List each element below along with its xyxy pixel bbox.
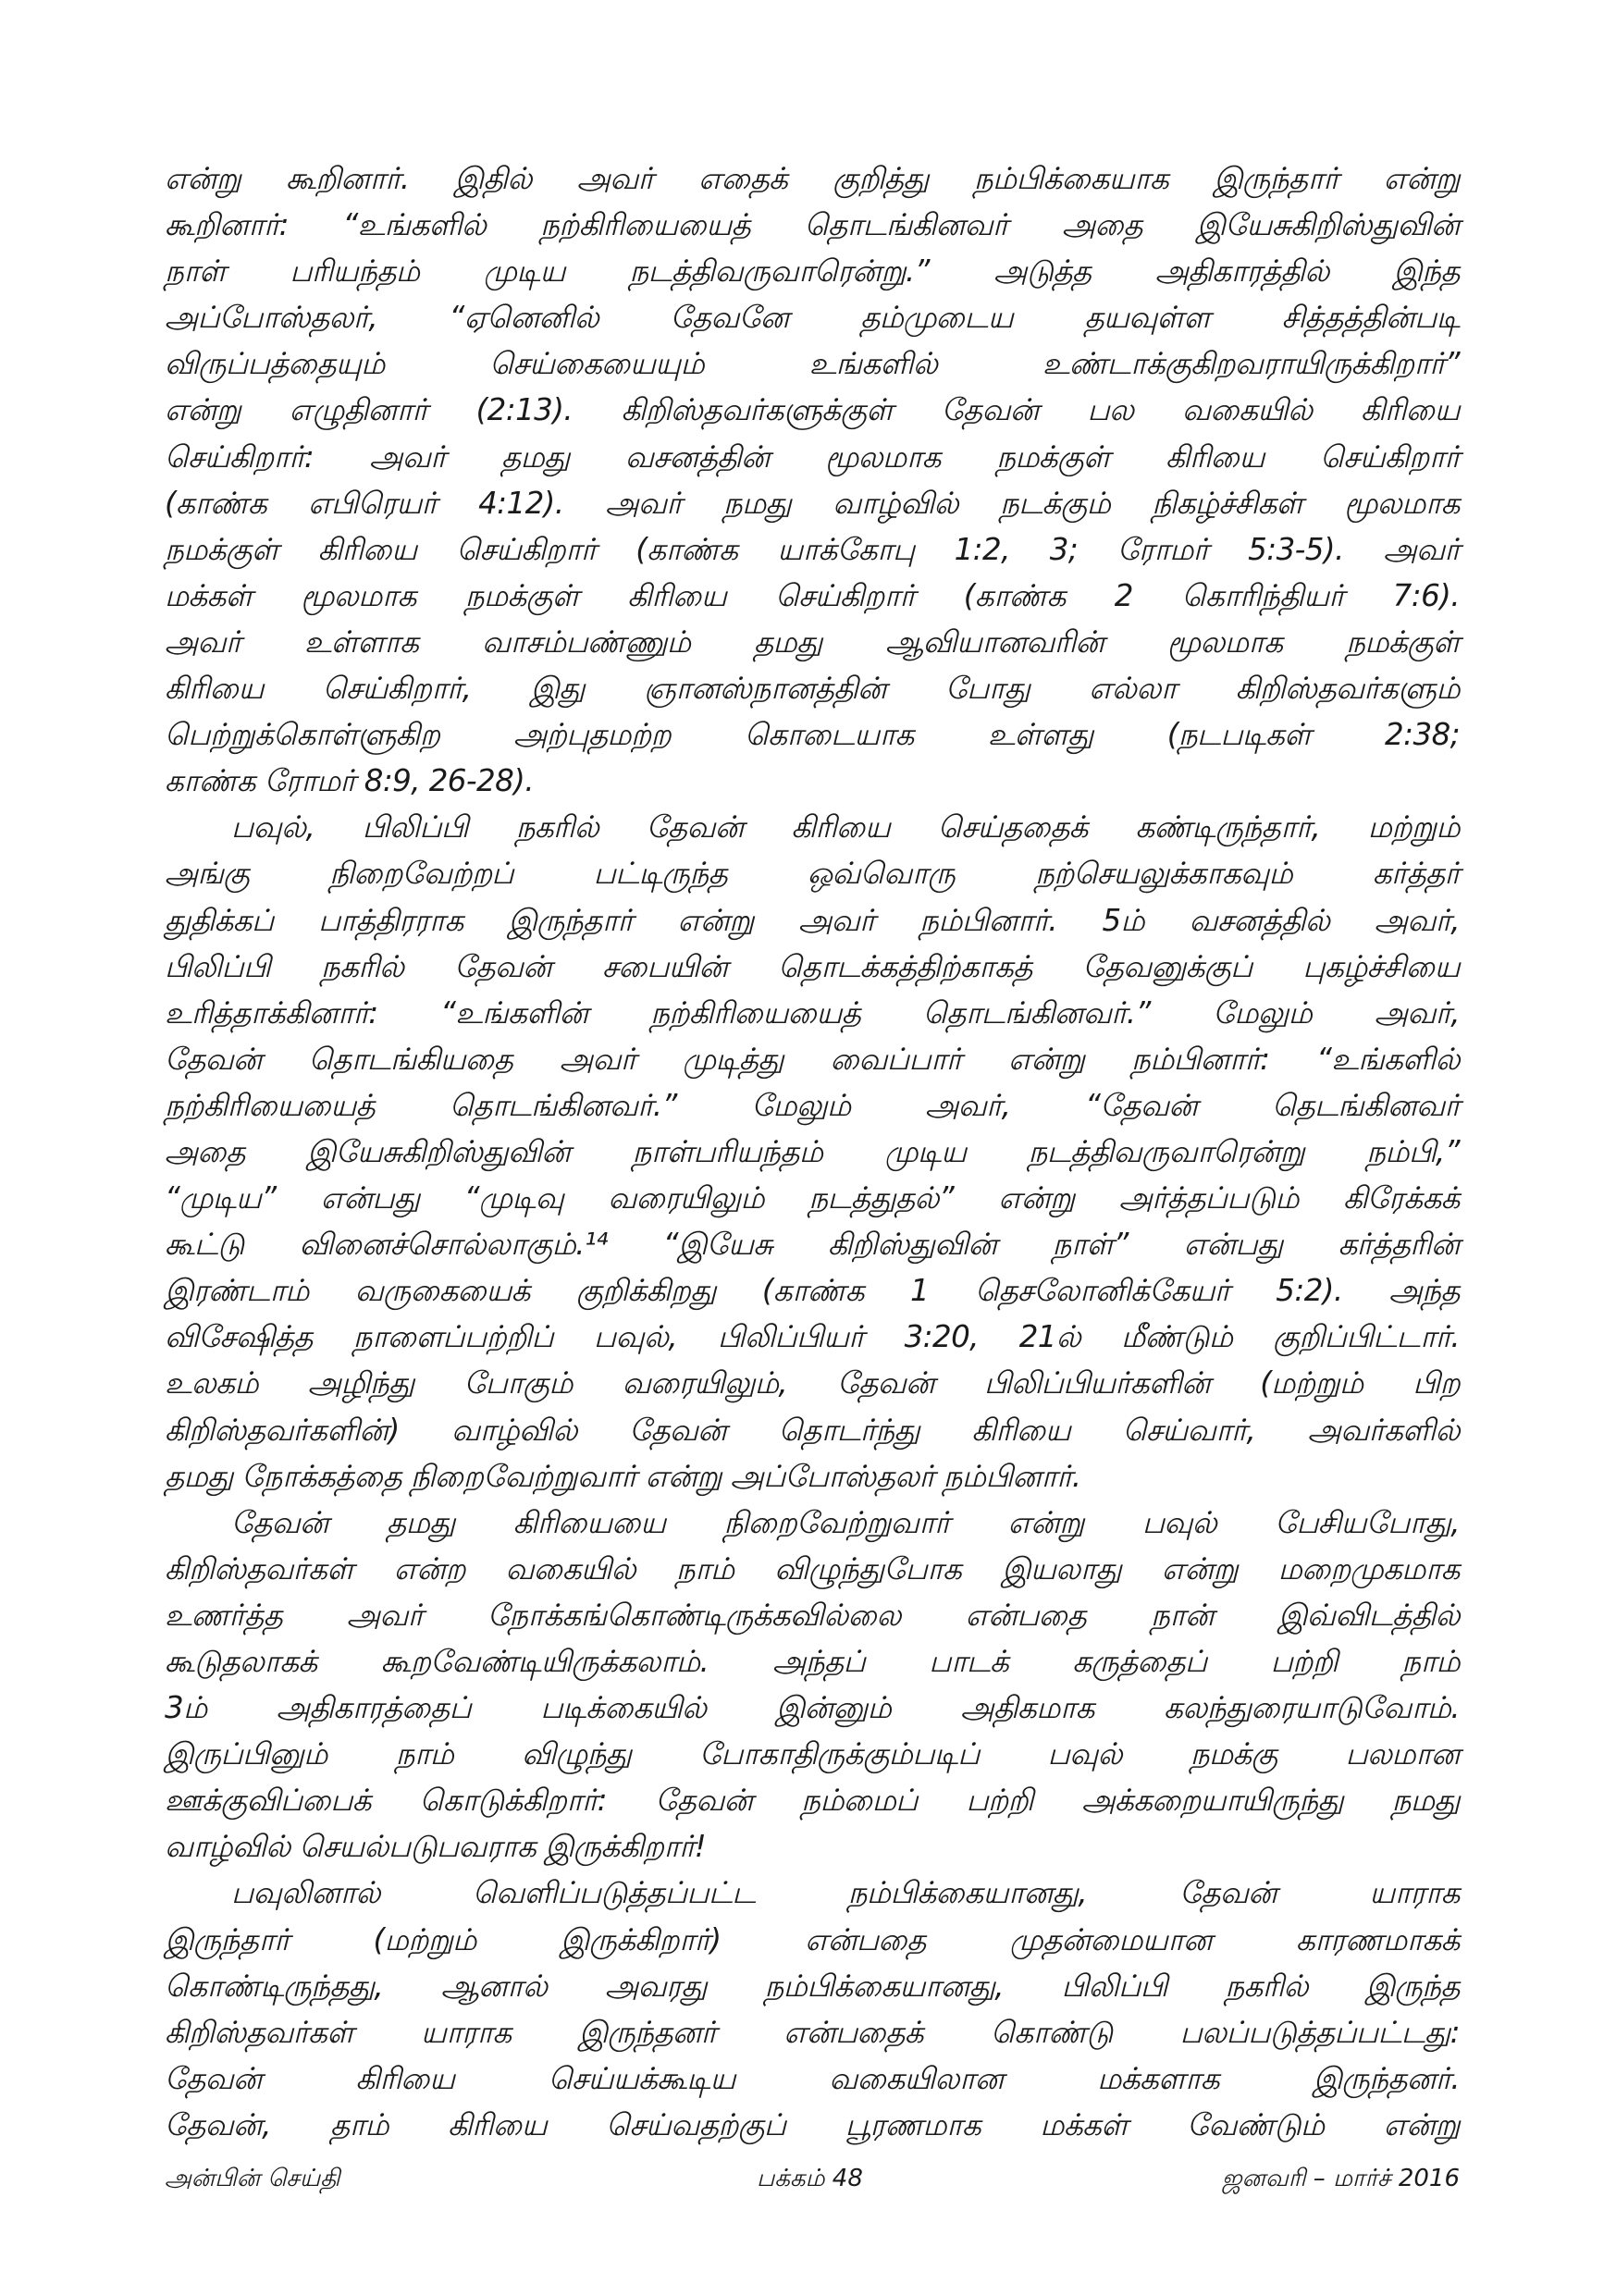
text-line: நாள் பரியந்தம் முடிய நடத்திவருவாரென்று.” அடுத்த அதிகாரத்தில் இந்த	[165, 253, 1460, 290]
text-line: தேவன் கிரியை செய்யக்கூடிய வகையிலான மக்களாக இருந்தனர்.	[165, 2060, 1460, 2096]
text-line: இரண்டாம் வருகையைக் குறிக்கிறது (காண்க 1 தெசலோனிக்கேயர் 5:2). அந்த	[165, 1273, 1460, 1309]
text-line: இருந்தார் (மற்றும் இருக்கிறார்) என்பதை முதன்மையான காரணமாகக்	[165, 1921, 1460, 1957]
text-line: அவர் உள்ளாக வாசம்பண்ணும் தமது ஆவியானவரின் மூலமாக நமக்குள்	[165, 623, 1460, 660]
text-line: கிரியை செய்கிறார், இது ஞானஸ்நானத்தின் போது எல்லா கிறிஸ்தவர்களும்	[165, 671, 1460, 707]
text-line: கிறிஸ்தவர்கள் என்ற வகையில் நாம் விழுந்துபோக இயலாது என்று மறைமுகமாக	[165, 1550, 1460, 1586]
text-line: என்று எழுதினார் (2:13). கிறிஸ்தவர்களுக்குள் தேவன் பல வகையில் கிரியை	[165, 392, 1460, 428]
text-line: தேவன் தமது கிரியையை நிறைவேற்றுவார் என்று பவுல் பேசியபோது,	[231, 1504, 1460, 1540]
text-line: பிலிப்பி நகரில் தேவன் சபையின் தொடக்கத்திற்காகத் தேவனுக்குப் புகழ்ச்சியை	[165, 948, 1460, 984]
text-line: அப்போஸ்தலர், “ஏனெனில் தேவனே தம்முடைய தயவுள்ள சித்தத்தின்படி	[165, 300, 1460, 336]
footer-issue-date: ஜனவரி – மார்ச் 2016	[1222, 2165, 1460, 2192]
text-line: 3ம் அதிகாரத்தைப் படிக்கையில் இன்னும் அதிகமாக கலந்துரையாடுவோம்.	[165, 1690, 1460, 1726]
text-line: “முடிய” என்பது “முடிவு வரையிலும் நடத்துதல்” என்று அர்த்தப்படும் கிரேக்கக்	[165, 1180, 1460, 1216]
text-line: பவுலினால் வெளிப்படுத்தப்பட்ட நம்பிக்கையானது, தேவன் யாராக	[231, 1875, 1460, 1911]
text-line: கூட்டு வினைச்சொல்லாகும்.¹⁴ “இயேசு கிறிஸ்துவின் நாள்” என்பது கர்த்தரின்	[165, 1227, 1460, 1263]
text-line: காண்க ரோமர் 8:9, 26-28).	[165, 763, 534, 799]
footer-page-number: பக்கம் 48	[757, 2165, 863, 2192]
text-line: தேவன், தாம் கிரியை செய்வதற்குப் பூரணமாக மக்கள் வேண்டும் என்று	[165, 2106, 1460, 2142]
text-line: வாழ்வில் செயல்படுபவராக இருக்கிறார்!	[165, 1829, 707, 1865]
text-line: நற்கிரியையைத் தொடங்கினவர்.” மேலும் அவர், “தேவன் தெடங்கினவர்	[165, 1087, 1460, 1123]
text-line: உணர்த்த அவர் நோக்கங்கொண்டிருக்கவில்லை என்பதை நான் இவ்விடத்தில்	[165, 1597, 1460, 1633]
text-line: அங்கு நிறைவேற்றப் பட்டிருந்த ஒவ்வொரு நற்செயலுக்காகவும் கர்த்தர்	[165, 856, 1460, 892]
text-line: உரித்தாக்கினார்: “உங்களின் நற்கிரியையைத் தொடங்கினவர்.” மேலும் அவர்,	[165, 994, 1460, 1031]
text-line: இருப்பினும் நாம் விழுந்து போகாதிருக்கும்படிப் பவுல் நமக்கு பலமான	[165, 1736, 1460, 1772]
text-line: கிறிஸ்தவர்கள் யாராக இருந்தனர் என்பதைக் கொண்டு பலப்படுத்தப்பட்டது:	[165, 2014, 1460, 2050]
text-line: மக்கள் மூலமாக நமக்குள் கிரியை செய்கிறார் (காண்க 2 கொரிந்தியர் 7:6).	[165, 577, 1460, 613]
text-line: கொண்டிருந்தது, ஆனால் அவரது நம்பிக்கையானது, பிலிப்பி நகரில் இருந்த	[165, 1968, 1460, 2004]
text-line: விருப்பத்தையும் செய்கையையும் உங்களில் உண்டாக்குகிறவராயிருக்கிறார்”	[165, 346, 1460, 382]
text-line: தேவன் தொடங்கியதை அவர் முடித்து வைப்பார் என்று நம்பினார்: “உங்களில்	[165, 1041, 1460, 1077]
text-line: என்று கூறினார். இதில் அவர் எதைக் குறித்து நம்பிக்கையாக இருந்தார் என்று	[165, 161, 1460, 196]
text-line: கூறினார்: “உங்களில் நற்கிரியையைத் தொடங்கினவர் அதை இயேசுகிறிஸ்துவின்	[165, 207, 1460, 243]
text-line: பெற்றுக்கொள்ளுகிற அற்புதமற்ற கொடையாக உள்ளது (நடபடிகள் 2:38;	[165, 717, 1460, 753]
text-line: கூடுதலாகக் கூறவேண்டியிருக்கலாம். அந்தப் பாடக் கருத்தைப் பற்றி நாம்	[165, 1644, 1460, 1679]
text-line: விசேஷித்த நாளைப்பற்றிப் பவுல், பிலிப்பியர் 3:20, 21ல் மீண்டும் குறிப்பிட்டார்.	[165, 1319, 1460, 1355]
text-line: நமக்குள் கிரியை செய்கிறார் (காண்க யாக்கோபு 1:2, 3; ரோமர் 5:3-5). அவர்	[165, 531, 1460, 567]
text-line: தமது நோக்கத்தை நிறைவேற்றுவார் என்று அப்போஸ்தலர் நம்பினார்.	[165, 1458, 1081, 1494]
text-line: பவுல், பிலிப்பி நகரில் தேவன் கிரியை செய்ததைக் கண்டிருந்தார், மற்றும்	[231, 809, 1460, 846]
page-body	[165, 155, 1460, 2148]
text-line: கிறிஸ்தவர்களின்) வாழ்வில் தேவன் தொடர்ந்து கிரியை செய்வார், அவர்களில்	[165, 1412, 1460, 1448]
text-line: துதிக்கப் பாத்திரராக இருந்தார் என்று அவர் நம்பினார். 5ம் வசனத்தில் அவர்,	[165, 902, 1460, 938]
text-line: அதை இயேசுகிறிஸ்துவின் நாள்பரியந்தம் முடிய நடத்திவருவாரென்று நம்பி,”	[165, 1133, 1460, 1169]
text-line: செய்கிறார்: அவர் தமது வசனத்தின் மூலமாக நமக்குள் கிரியை செய்கிறார்	[165, 438, 1460, 475]
text-line: (காண்க எபிரெயர் 4:12). அவர் நமது வாழ்வில் நடக்கும் நிகழ்ச்சிகள் மூலமாக	[165, 485, 1460, 521]
page-footer	[165, 2165, 1460, 2202]
text-line: உலகம் அழிந்து போகும் வரையிலும், தேவன் பிலிப்பியர்களின் (மற்றும் பிற	[165, 1365, 1460, 1401]
footer-publication-title: அன்பின் செய்தி	[165, 2165, 340, 2192]
text-line: ஊக்குவிப்பைக் கொடுக்கிறார்: தேவன் நம்மைப் பற்றி அக்கறையாயிருந்து நமது	[165, 1783, 1460, 1819]
